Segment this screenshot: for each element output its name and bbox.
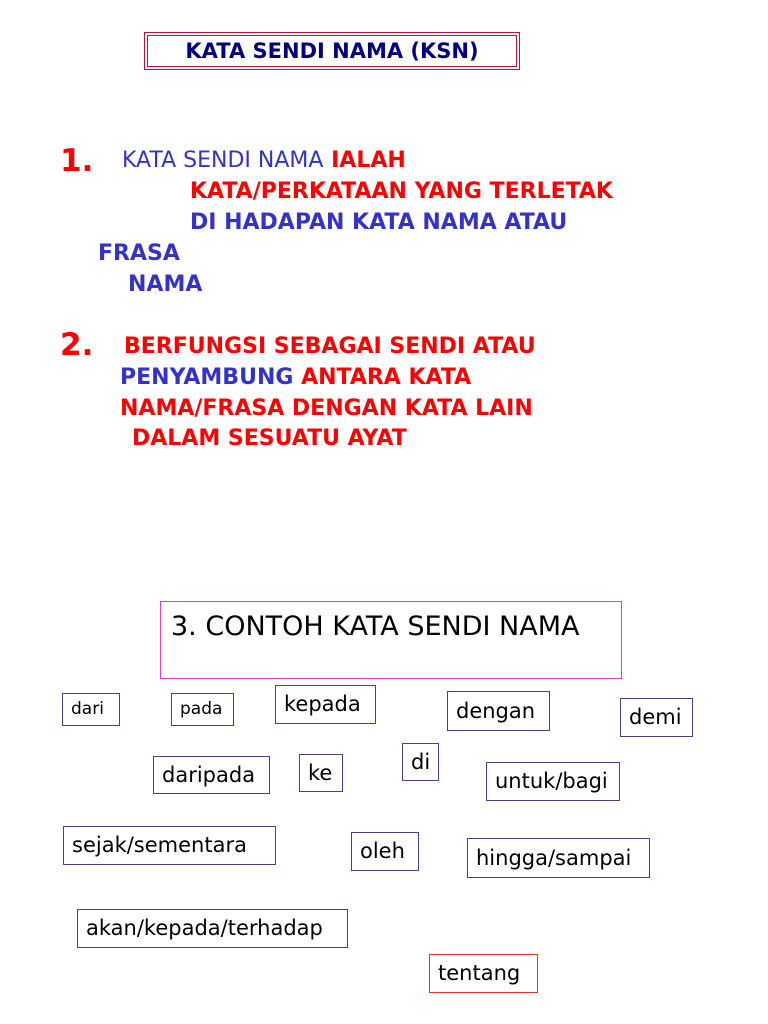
point-1-number: 1. (60, 143, 94, 179)
example-chip: dengan (447, 691, 550, 731)
example-chip: di (402, 743, 439, 781)
example-chip: kepada (275, 685, 376, 724)
point-1-line-2: KATA/PERKATAAN YANG TERLETAK (190, 179, 613, 204)
example-chip: ke (299, 754, 343, 792)
point-2-line-2-blue: PENYAMBUNG (120, 365, 294, 390)
point-2-line-2 (120, 365, 471, 390)
title-box (144, 32, 520, 70)
point-1-lead: KATA SENDI NAMA (122, 148, 324, 173)
example-chip: sejak/sementara (63, 826, 276, 865)
example-chip: untuk/bagi (486, 762, 620, 801)
example-chip: pada (171, 693, 234, 726)
point-1-line-5: NAMA (128, 272, 203, 297)
example-chip: hingga/sampai (467, 838, 650, 878)
example-chip: oleh (351, 832, 419, 871)
point-1-line-4: FRASA (98, 241, 180, 266)
page-title: KATA SENDI NAMA (KSN) (185, 39, 479, 63)
point-2-line-4: DALAM SESUATU AYAT (132, 426, 407, 451)
example-chip: demi (620, 698, 693, 737)
point-2-line-3: NAMA/FRASA DENGAN KATA LAIN (120, 396, 533, 421)
example-chip: daripada (153, 756, 270, 794)
point-1-line-1 (122, 148, 406, 173)
point-1-lead-highlight: IALAH (331, 148, 406, 173)
point-2-line-1: BERFUNGSI SEBAGAI SENDI ATAU (124, 334, 536, 359)
point-1-line-3: DI HADAPAN KATA NAMA ATAU (190, 210, 568, 235)
example-chip: dari (62, 693, 120, 726)
example-chip: akan/kepada/terhadap (77, 909, 348, 948)
examples-heading: 3. CONTOH KATA SENDI NAMA (160, 601, 622, 679)
point-2-line-2-red: ANTARA KATA (301, 365, 472, 390)
example-chip: tentang (429, 954, 538, 993)
point-2-number: 2. (60, 327, 94, 363)
